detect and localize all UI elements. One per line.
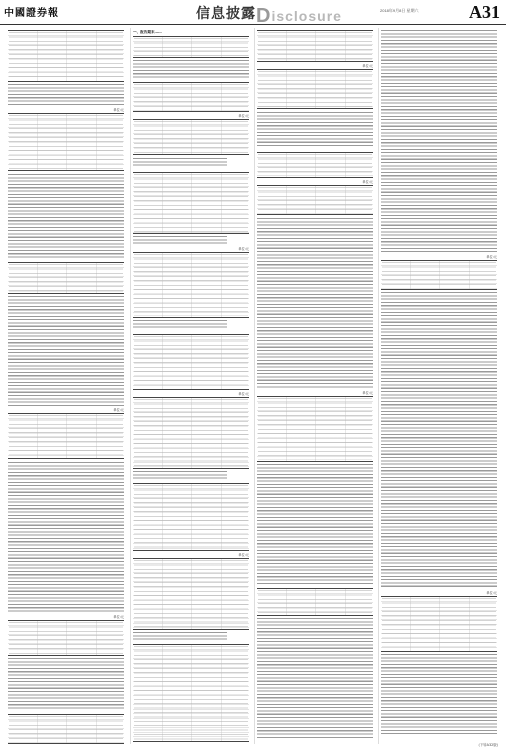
- unit-label: 单位:元: [486, 255, 497, 259]
- text-block: [257, 464, 373, 584]
- financial-table: [257, 69, 373, 109]
- text-block: [133, 632, 227, 640]
- issue-dateline: 2018年9月8日 星期六: [380, 8, 419, 13]
- financial-table: [381, 596, 497, 652]
- page-number: A31: [469, 2, 500, 22]
- unit-label: 单位:元: [238, 553, 249, 557]
- financial-table: [8, 113, 124, 171]
- financial-table: [257, 588, 373, 616]
- unit-label: 单位:元: [238, 114, 249, 118]
- financial-table: [133, 119, 249, 155]
- text-block: [133, 236, 227, 244]
- text-block: [133, 471, 227, 479]
- financial-table: [8, 413, 124, 459]
- financial-table: [257, 30, 373, 62]
- section-title-en: [256, 4, 342, 27]
- column-4: [378, 28, 499, 744]
- section-title-en-initial: D: [256, 5, 272, 27]
- text-block: [257, 112, 373, 148]
- financial-table: [257, 152, 373, 178]
- financial-table: [8, 714, 124, 744]
- text-block: [133, 320, 227, 330]
- text-block: [381, 30, 497, 252]
- financial-table: [133, 172, 249, 234]
- financial-table: [8, 620, 124, 656]
- text-block: [8, 174, 124, 258]
- financial-table: [133, 644, 249, 742]
- text-block: [133, 158, 227, 168]
- text-block: [381, 292, 497, 588]
- financial-table: [133, 36, 249, 58]
- section-heading: 一、报告期末……: [133, 30, 162, 34]
- text-block: [8, 84, 124, 106]
- financial-table: [257, 396, 373, 462]
- text-block: [8, 462, 124, 612]
- financial-table: [133, 397, 249, 469]
- section-title-en-rest: isclosure: [271, 8, 342, 24]
- unit-label: 单位:元: [362, 180, 373, 184]
- financial-table: [133, 82, 249, 112]
- text-block: [381, 654, 497, 734]
- financial-table: [8, 262, 124, 294]
- financial-table: [257, 185, 373, 215]
- text-block: [257, 618, 373, 738]
- financial-table: [133, 483, 249, 551]
- newspaper-masthead: 中國證券報: [4, 8, 59, 19]
- unit-label: 单位:元: [486, 591, 497, 595]
- text-block: [257, 218, 373, 388]
- page-header: [0, 0, 506, 25]
- unit-label: 单位:元: [113, 408, 124, 412]
- financial-table: [133, 334, 249, 390]
- financial-table: [133, 252, 249, 318]
- column-2: [130, 28, 251, 744]
- unit-label: 单位:元: [362, 64, 373, 68]
- unit-label: 单位:元: [362, 391, 373, 395]
- text-block: [8, 658, 124, 710]
- section-title-cn: 信息披露: [196, 5, 256, 21]
- unit-label: 单位:元: [113, 108, 124, 112]
- column-3: [254, 28, 375, 744]
- financial-table: [381, 260, 497, 290]
- text-block: [133, 60, 249, 78]
- unit-label: 单位:元: [238, 392, 249, 396]
- text-block: [8, 296, 124, 406]
- column-1: [6, 28, 126, 744]
- continued-note: (下转A32版): [478, 743, 498, 747]
- article-columns: [6, 28, 500, 744]
- unit-label: 单位:元: [113, 615, 124, 619]
- financial-table: [133, 558, 249, 630]
- unit-label: 单位:元: [238, 247, 249, 251]
- financial-table: [8, 30, 124, 82]
